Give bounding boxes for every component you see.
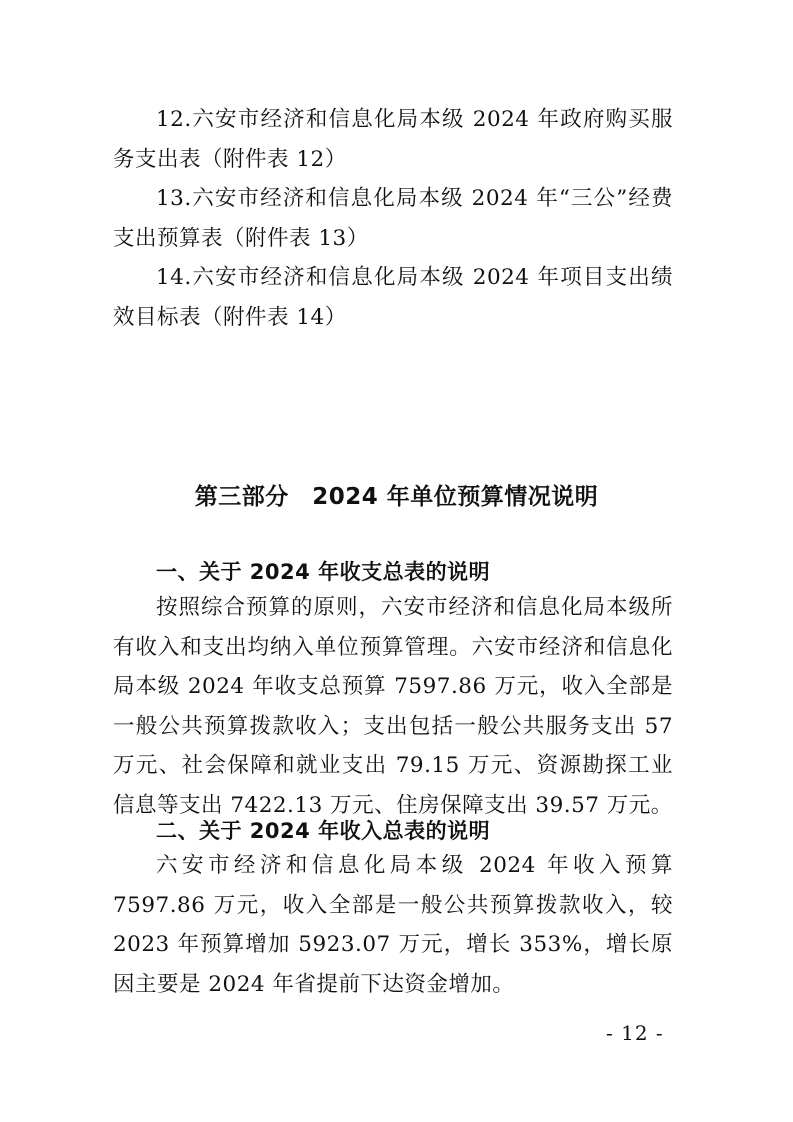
- section-1-body: 按照综合预算的原则，六安市经济和信息化局本级所有收入和支出均纳入单位预算管理。六安市经济和信息化局本级 2024 年收支总预算 7597.86 万元，收入全部是一般公共预算拨款收入；支出包括一般公共服务支出 57 万元、社会保障和就业支出 79.15 万元、资源勘探工业信息等支出 7422.13 万元、住房保障支出 39.57 万元。: [113, 595, 673, 818]
- attachment-item-12: 12.六安市经济和信息化局本级 2024 年政府购买服务支出表（附件表 12）: [113, 107, 673, 172]
- attachment-item-14: 14.六安市经济和信息化局本级 2024 年项目支出绩效目标表（附件表 14）: [113, 265, 673, 330]
- section-2-title: 二、关于 2024 年收入总表的说明: [156, 819, 491, 843]
- section-1-title: 一、关于 2024 年收支总表的说明: [156, 560, 491, 584]
- part-heading: 第三部分 2024 年单位预算情况说明: [194, 484, 599, 510]
- section-2-body: 六安市经济和信息化局本级 2024 年收入预算 7597.86 万元，收入全部是一般公共预算拨款收入，较 2023 年预算增加 5923.07 万元，增长 353%，增长原因主要是 2024 年省提前下达资金增加。: [113, 853, 673, 997]
- page-number: - 12 -: [606, 1021, 664, 1045]
- attachment-item-13: 13.六安市经济和信息化局本级 2024 年“三公”经费支出预算表（附件表 13）: [113, 186, 673, 251]
